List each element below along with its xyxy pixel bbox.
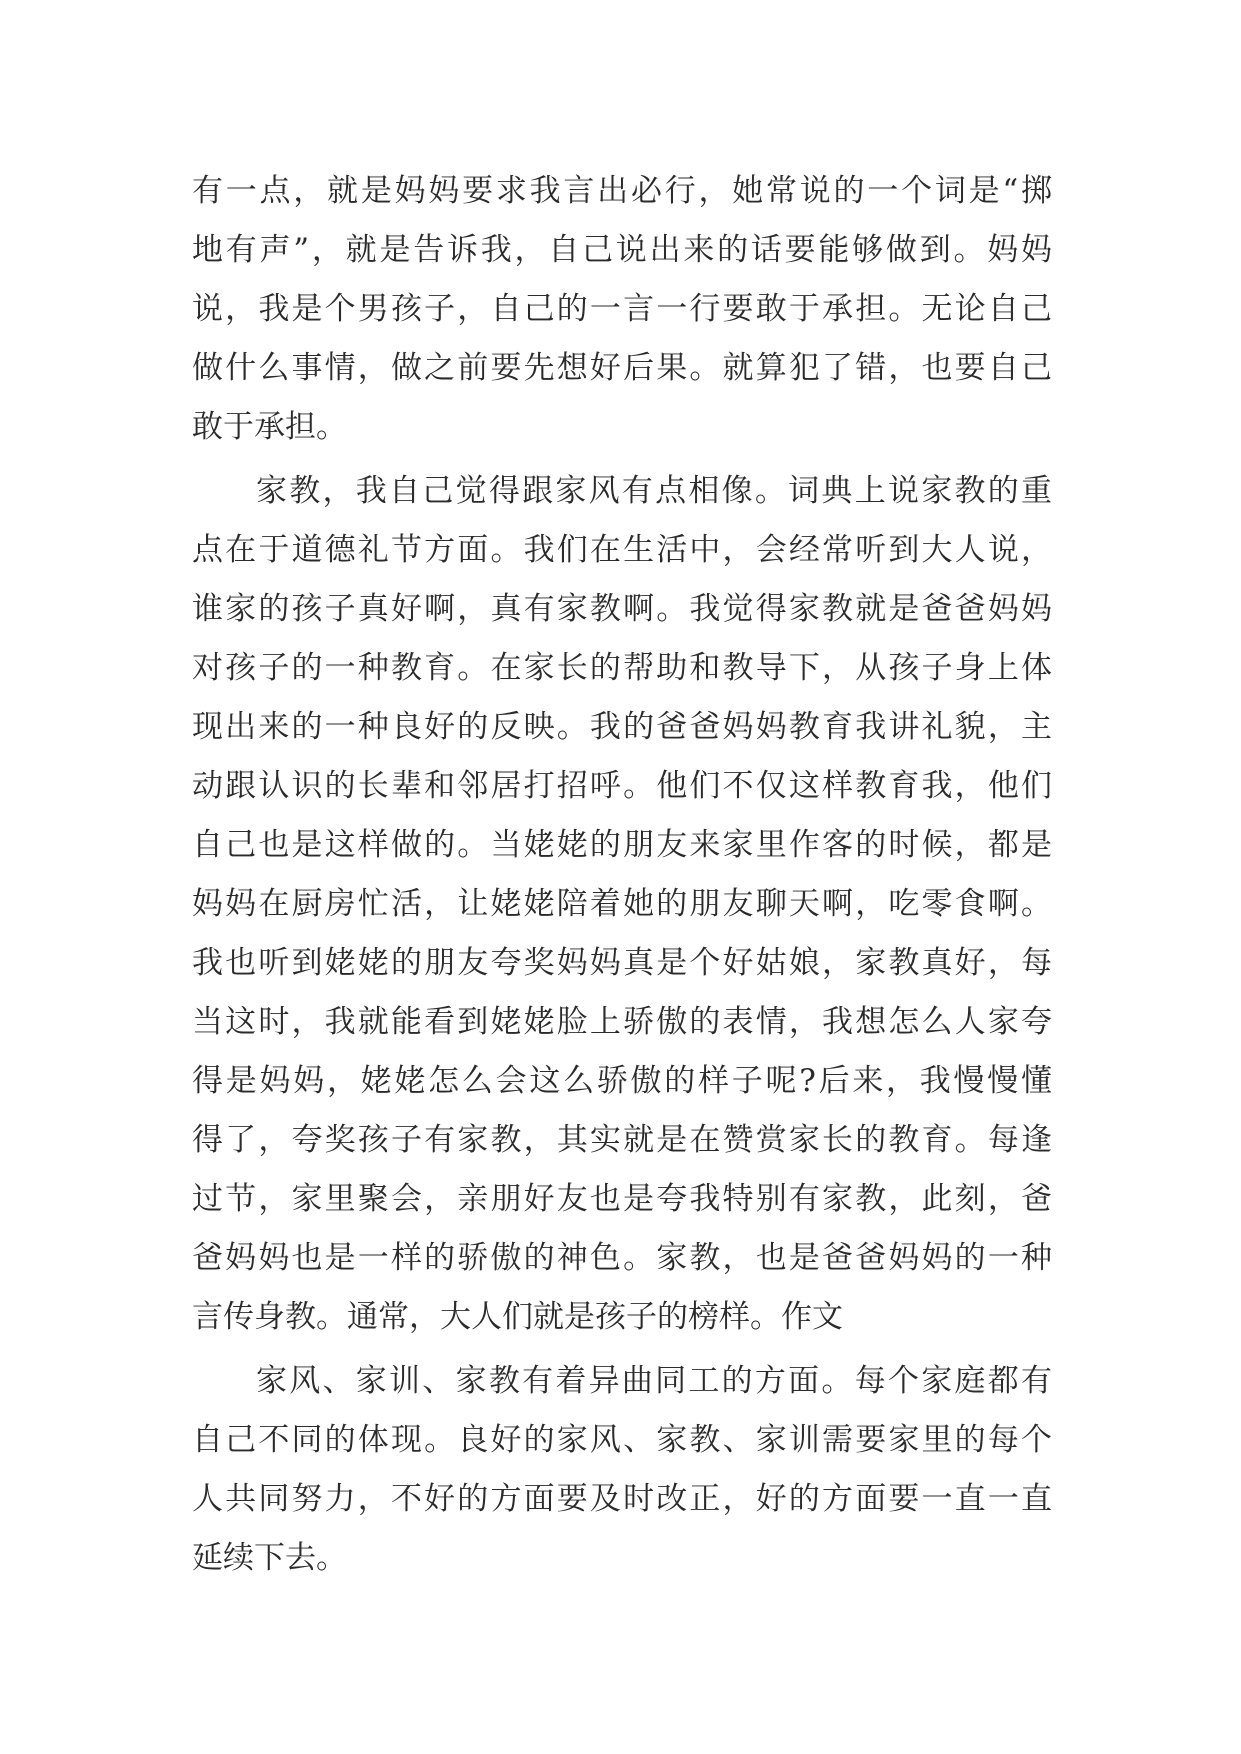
text-line: 言传身教。通常，大人们就是孩子的榜样。作文 xyxy=(192,1299,843,1335)
text-line: 动跟认识的长辈和邻居打招呼。他们不仅这样教育我，他们 xyxy=(192,768,1052,804)
text-line: 有一点，就是妈妈要求我言出必行，她常说的一个词是“掷 xyxy=(192,173,1052,209)
text-line: 过节，家里聚会，亲朋好友也是夸我特别有家教，此刻，爸 xyxy=(192,1181,1052,1217)
text-line: 点在于道德礼节方面。我们在生活中，会经常听到大人说， xyxy=(192,532,1052,568)
text-line: 家教，我自己觉得跟家风有点相像。词典上说家教的重 xyxy=(256,473,1052,509)
text-line: 对孩子的一种教育。在家长的帮助和教导下，从孩子身上体 xyxy=(192,650,1052,686)
text-line: 我也听到姥姥的朋友夸奖妈妈真是个好姑娘，家教真好，每 xyxy=(192,945,1052,981)
text-line: 谁家的孩子真好啊，真有家教啊。我觉得家教就是爸爸妈妈 xyxy=(192,591,1052,627)
text-line: 自己也是这样做的。当姥姥的朋友来家里作客的时候，都是 xyxy=(192,827,1052,863)
text-line: 地有声”，就是告诉我，自己说出来的话要能够做到。妈妈 xyxy=(192,232,1052,268)
text-line: 敢于承担。 xyxy=(192,409,347,445)
text-line: 说，我是个男孩子，自己的一言一行要敢于承担。无论自己 xyxy=(192,291,1052,327)
text-line: 当这时，我就能看到姥姥脸上骄傲的表情，我想怎么人家夸 xyxy=(192,1004,1052,1040)
text-line: 做什么事情，做之前要先想好后果。就算犯了错，也要自己 xyxy=(192,350,1052,386)
text-line: 得是妈妈，姥姥怎么会这么骄傲的样子呢?后来，我慢慢懂 xyxy=(192,1063,1052,1099)
body-text xyxy=(192,162,1052,1588)
text-line: 爸妈妈也是一样的骄傲的神色。家教，也是爸爸妈妈的一种 xyxy=(192,1240,1052,1276)
text-line: 延续下去。 xyxy=(192,1540,347,1576)
text-line: 人共同努力，不好的方面要及时改正，好的方面要一直一直 xyxy=(192,1481,1052,1517)
text-line: 家风、家训、家教有着异曲同工的方面。每个家庭都有 xyxy=(256,1363,1052,1399)
text-line: 得了，夸奖孩子有家教，其实就是在赞赏家长的教育。每逢 xyxy=(192,1122,1052,1158)
text-line: 自己不同的体现。良好的家风、家教、家训需要家里的每个 xyxy=(192,1422,1052,1458)
text-line: 现出来的一种良好的反映。我的爸爸妈妈教育我讲礼貌，主 xyxy=(192,709,1052,745)
paragraph-2 xyxy=(192,462,1052,1347)
text-line: 妈妈在厨房忙活，让姥姥陪着她的朋友聊天啊，吃零食啊。 xyxy=(192,886,1052,922)
paragraph-3 xyxy=(192,1352,1052,1588)
paragraph-1 xyxy=(192,162,1052,457)
